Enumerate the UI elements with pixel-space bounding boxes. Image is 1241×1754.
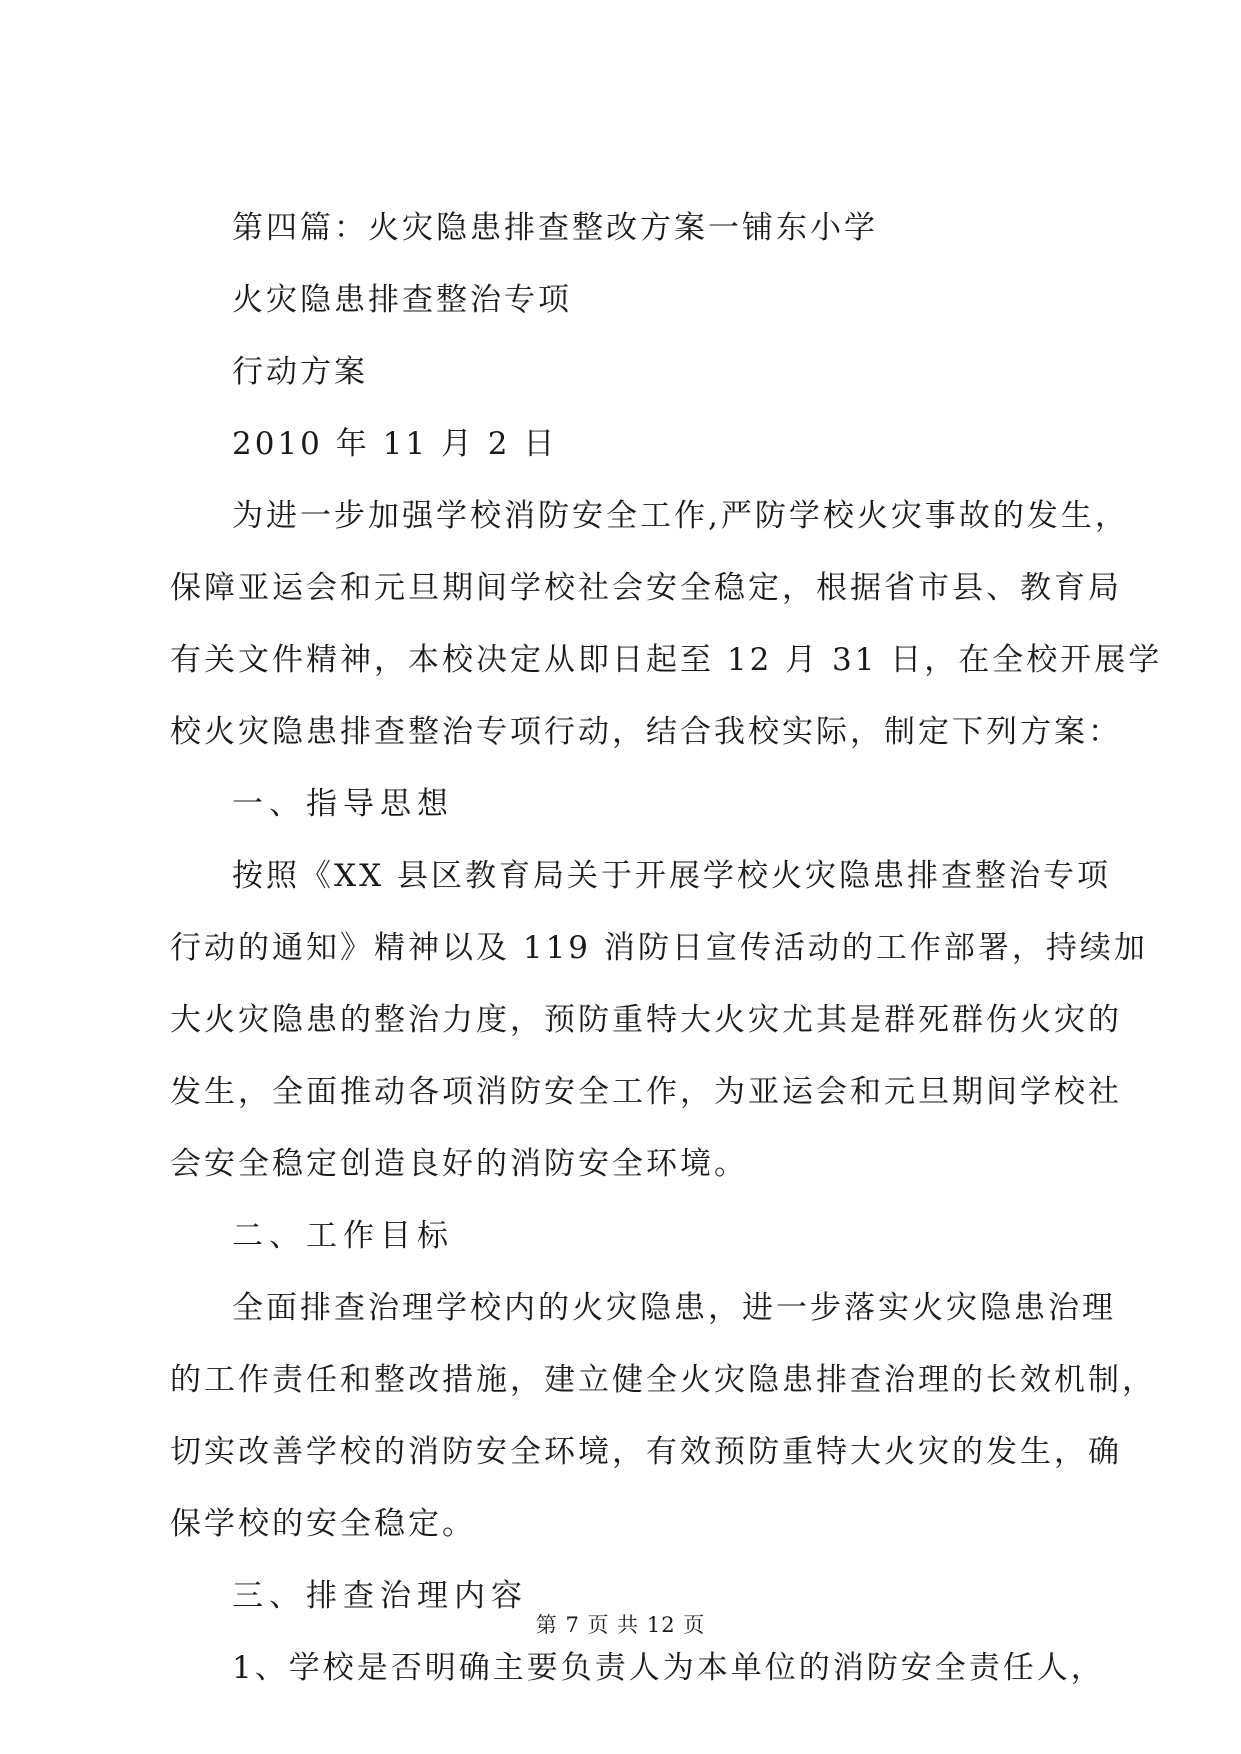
plan-title-line-2: 行动方案	[232, 354, 368, 390]
section-heading-3: 三、排查治理内容	[232, 1578, 528, 1614]
paragraph-line: 1、学校是否明确主要负责人为本单位的消防安全责任人，	[232, 1650, 1105, 1686]
plan-date: 2010 年 11 月 2 日	[232, 426, 558, 462]
paragraph-line: 为进一步加强学校消防安全工作,严防学校火灾事故的发生，	[232, 498, 1129, 534]
paragraph-line: 的工作责任和整改措施，建立健全火灾隐患排查治理的长效机制，	[170, 1362, 1156, 1398]
paragraph-line: 行动的通知》精神以及 119 消防日宣传活动的工作部署，持续加	[170, 930, 1148, 966]
paragraph-line: 切实改善学校的消防安全环境，有效预防重特大火灾的发生，确	[170, 1434, 1122, 1470]
paragraph-line: 保学校的安全稳定。	[170, 1506, 476, 1542]
paragraph-line: 校火灾隐患排查整治专项行动，结合我校实际，制定下列方案：	[170, 714, 1122, 750]
paragraph-line: 有关文件精神，本校决定从即日起至 12 月 31 日，在全校开展学	[170, 642, 1163, 678]
section-heading: 第四篇：火灾隐患排查整改方案一铺东小学	[232, 210, 878, 246]
page-footer: 第 7 页 共 12 页	[535, 1613, 706, 1637]
plan-title-line-1: 火灾隐患排查整治专项	[232, 282, 572, 318]
paragraph-line: 大火灾隐患的整治力度，预防重特大火灾尤其是群死群伤火灾的	[170, 1002, 1122, 1038]
paragraph-line: 按照《XX 县区教育局关于开展学校火灾隐患排查整治专项	[232, 858, 1111, 894]
paragraph-line: 全面排查治理学校内的火灾隐患，进一步落实火灾隐患治理	[232, 1290, 1116, 1326]
section-heading-1: 一、指导思想	[232, 786, 454, 822]
paragraph-line: 发生，全面推动各项消防安全工作，为亚运会和元旦期间学校社	[170, 1074, 1122, 1110]
section-heading-2: 二、工作目标	[232, 1218, 454, 1254]
paragraph-line: 保障亚运会和元旦期间学校社会安全稳定，根据省市县、教育局	[170, 570, 1122, 606]
paragraph-line: 会安全稳定创造良好的消防安全环境。	[170, 1146, 748, 1182]
